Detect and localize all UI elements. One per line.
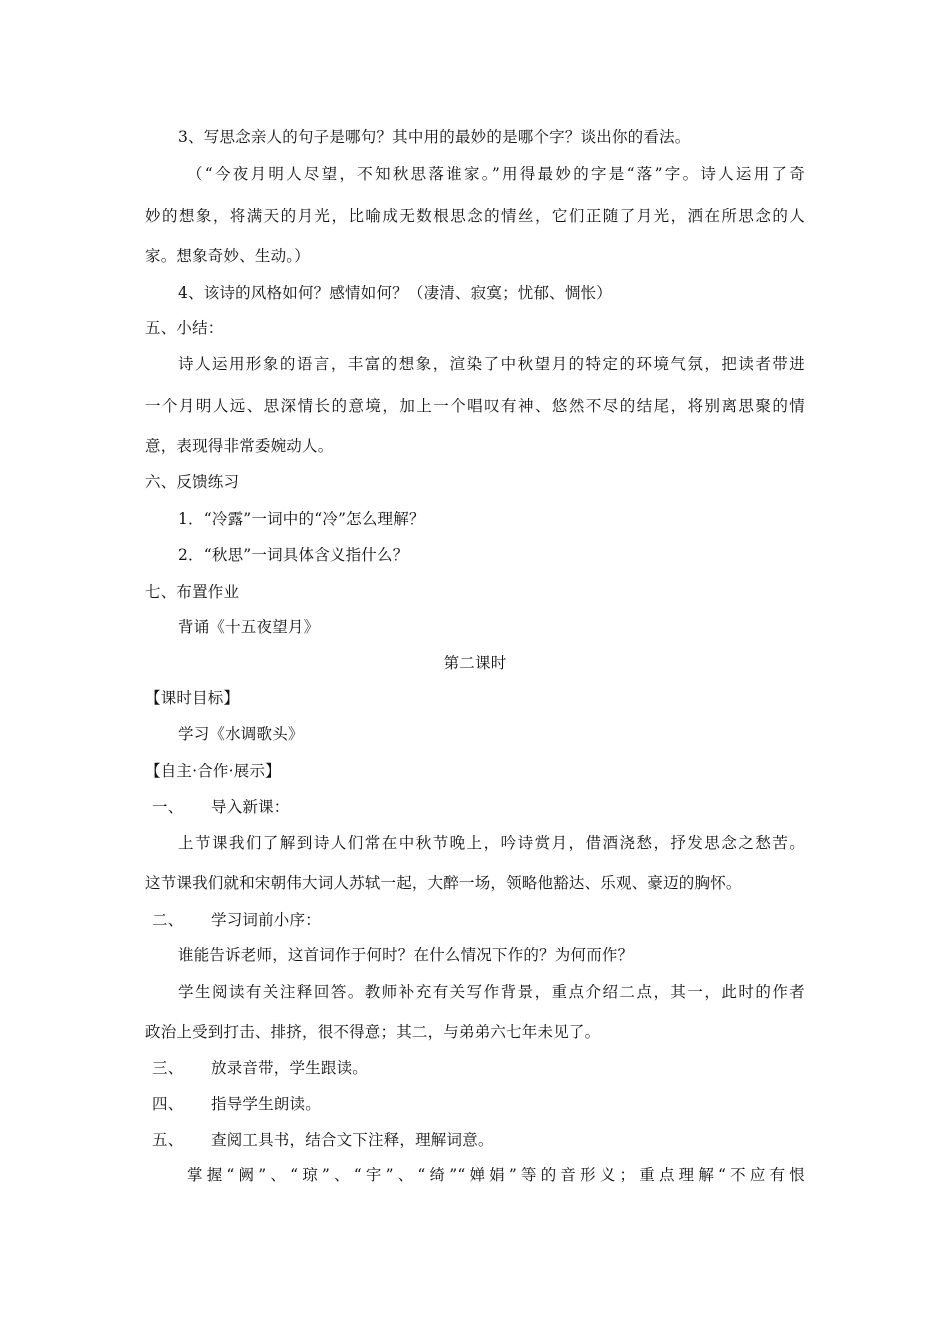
preface-question: 谁能告诉老师，这首词作于何时？在什么情况下作的？为何而作？ — [178, 946, 634, 964]
item-2-number: 二、 — [152, 911, 184, 929]
item-5-title: 查阅工具书，结合文下注释，理解词意。 — [211, 1131, 494, 1149]
summary-line-2: 一个月明人远、思深情长的意境，加上一个唱叹有神、悠然不尽的结尾，将别离思聚的情 — [145, 397, 805, 415]
item-5-number: 五、 — [152, 1131, 184, 1149]
summary-line-3: 意，表现得非常委婉动人。 — [145, 437, 334, 455]
summary-line-1: 诗人运用形象的语言，丰富的想象，渲染了中秋望月的特定的环境气氛，把读者带进 — [178, 355, 805, 373]
self-study-heading: 【自主·合作·展示】 — [145, 762, 281, 780]
intro-line-2: 这节课我们就和宋朝伟大词人苏轼一起，大醉一场，领略他豁达、乐观、豪迈的胸怀。 — [145, 874, 742, 892]
item-3-title: 放录音带，学生跟读。 — [211, 1059, 369, 1077]
item-4-number: 四、 — [152, 1095, 184, 1113]
intro-line-1: 上节课我们了解到诗人们常在中秋节晚上，吟诗赏月，借酒浇愁，抒发思念之愁苦。 — [178, 834, 805, 852]
question-4: 4、该诗的风格如何？感情如何？（凄清、寂寞；忧郁、惆怅） — [178, 284, 612, 302]
section-7-heading: 七、布置作业 — [145, 583, 240, 601]
item-3-number: 三、 — [152, 1059, 184, 1077]
answer-3-line-2: 妙的想象，将满天的月光，比喻成无数根思念的情丝，它们正随了月光，洒在所思念的人 — [145, 207, 805, 225]
item-1-title: 导入新课： — [211, 798, 290, 816]
item-4-title: 指导学生朗读。 — [211, 1095, 321, 1113]
homework: 背诵《十五夜望月》 — [178, 618, 320, 636]
lesson-2-title: 第二课时 — [443, 654, 507, 672]
item-1-number: 一、 — [152, 798, 184, 816]
goal-heading: 【课时目标】 — [145, 689, 240, 707]
goal-text: 学习《水调歌头》 — [178, 725, 304, 743]
section-5-heading: 五、小结： — [145, 319, 224, 337]
answer-3-line-1: （“今夜月明人尽望，不知秋思落谁家。”用得最妙的字是“落”字。诗人运用了奇 — [187, 165, 805, 183]
preface-line-1: 学生阅读有关注释回答。教师补充有关写作背景，重点介绍二点，其一，此时的作者 — [178, 983, 805, 1001]
section-6-heading: 六、反馈练习 — [145, 473, 240, 491]
exercise-2: 2．“秋思”一词具体含义指什么？ — [178, 546, 409, 564]
preface-line-2: 政治上受到打击、排挤，很不得意；其二，与弟弟六七年未见了。 — [145, 1023, 601, 1041]
question-3: 3、写思念亲人的句子是哪句？其中用的最妙的是哪个字？谈出你的看法。 — [178, 128, 691, 146]
item-2-title: 学习词前小序： — [211, 911, 321, 929]
vocabulary-line: 掌握“阙”、“琼”、“宇”、“绮”“婵娟”等的音形义；重点理解“不应有恨 — [187, 1166, 805, 1184]
answer-3-line-3: 家。想象奇妙、生动。） — [145, 247, 310, 265]
exercise-1: 1．“冷露”一词中的“冷”怎么理解？ — [178, 510, 425, 528]
